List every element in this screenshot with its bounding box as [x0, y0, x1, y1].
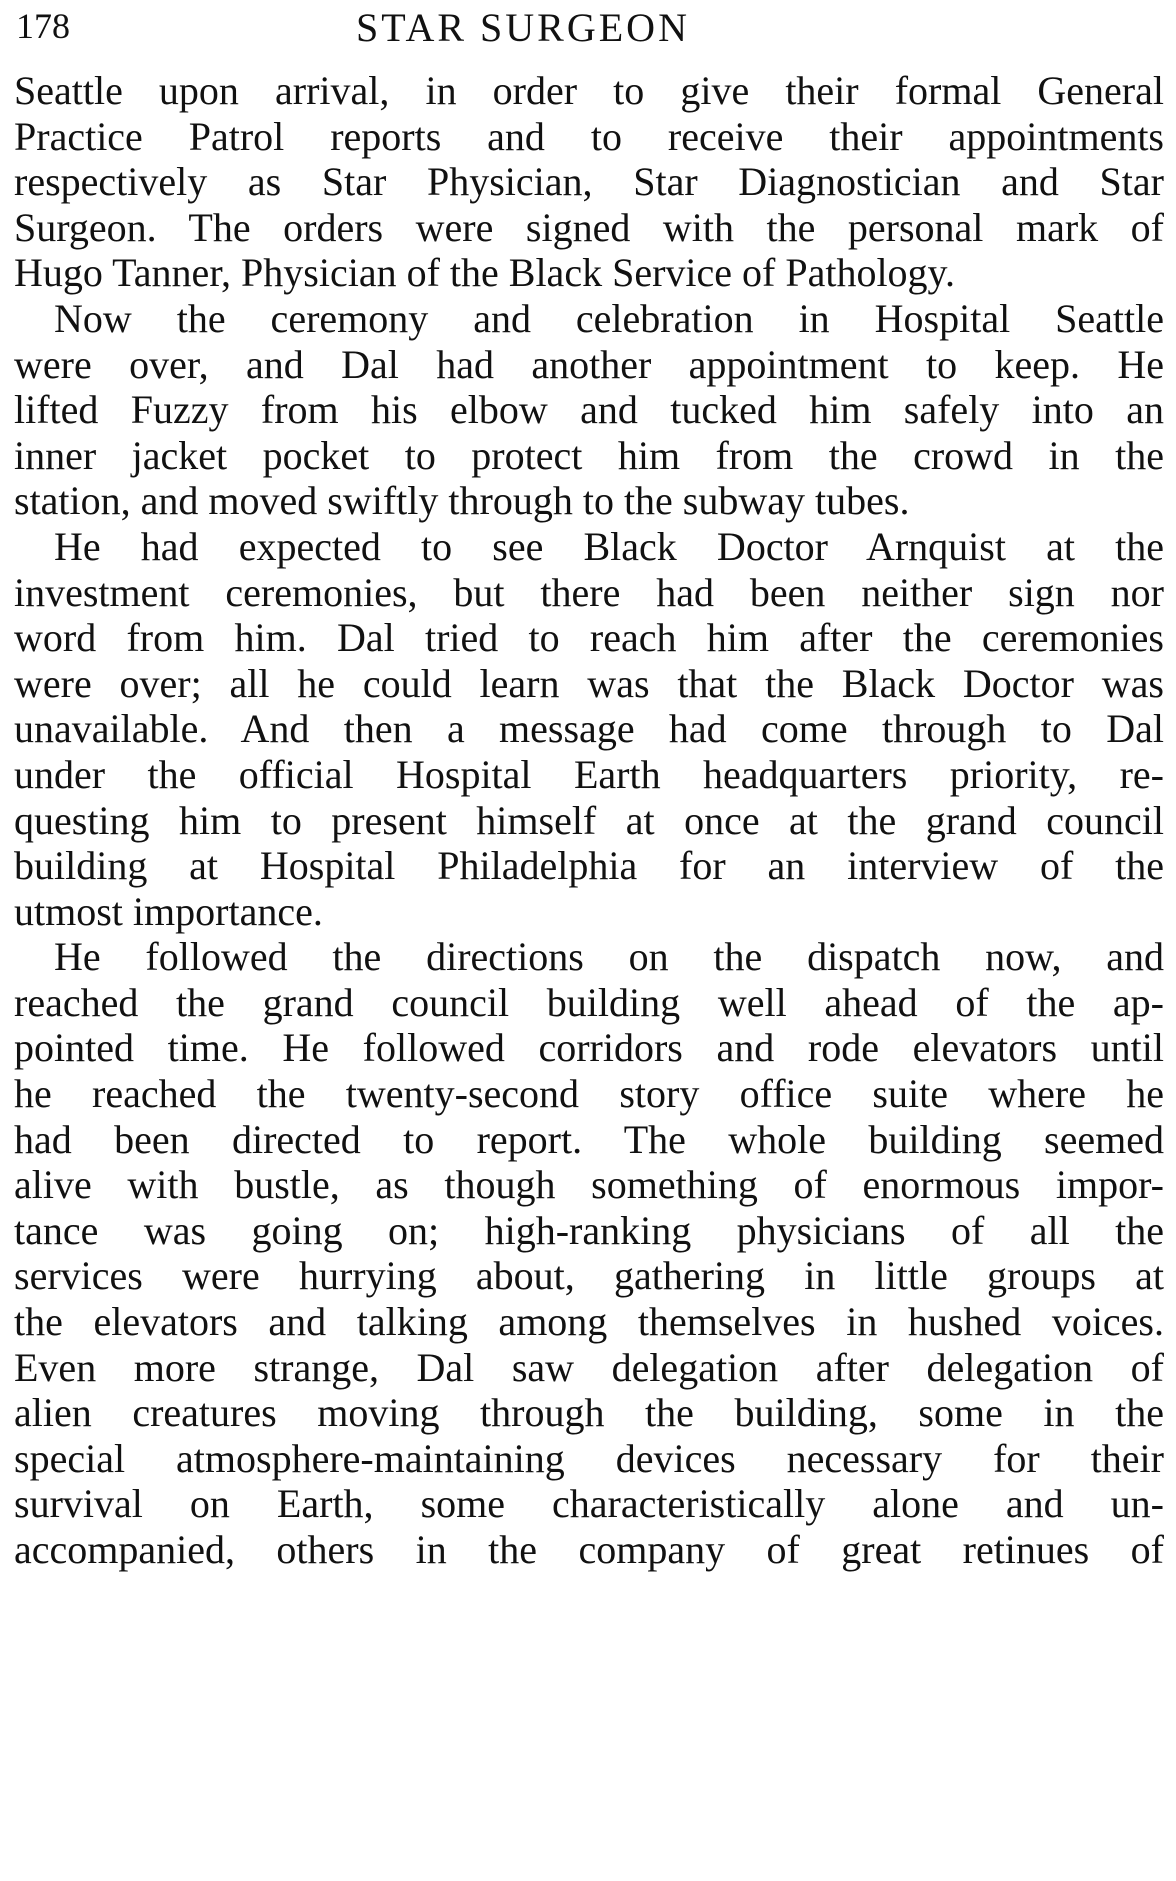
paragraph [14, 524, 1164, 934]
text-line: services were hurrying about, gathering in little groups at [14, 1253, 1164, 1299]
text-line: alien creatures moving through the building, some in the [14, 1390, 1164, 1436]
text-line: Seattle upon arrival, in order to give their formal General [14, 68, 1164, 113]
text-line: accompanied, others in the company of great retinues of [14, 1527, 1164, 1572]
text-line: Even more strange, Dal saw delegation after delegation of [14, 1344, 1164, 1390]
paragraph [14, 296, 1164, 524]
text-line: questing him to present himself at once at the grand council [14, 797, 1164, 843]
text-line: tance was going on; high-ranking physicians of all the [14, 1207, 1164, 1253]
text-line: lifted Fuzzy from his elbow and tucked him safely into an [14, 387, 1164, 433]
text-line: station, and moved swiftly through to the subway tubes. [14, 478, 910, 524]
text-line: special atmosphere-maintaining devices necessary for their [14, 1435, 1164, 1481]
paragraph [14, 68, 1164, 296]
text-line: inner jacket pocket to protect him from the crowd in the [14, 432, 1164, 478]
text-line: pointed time. He followed corridors and rode elevators until [14, 1025, 1164, 1071]
text-line: alive with bustle, as though something of enormous impor- [14, 1162, 1164, 1208]
text-line: He followed the directions on the dispatch now, and [54, 934, 1164, 980]
text-line: were over, and Dal had another appointment to keep. He [14, 341, 1164, 387]
text-line: utmost importance. [14, 888, 323, 934]
text-line: were over; all he could learn was that the Black Doctor was [14, 660, 1164, 706]
text-line: he reached the twenty-second story office suite where he [14, 1071, 1164, 1117]
text-line: reached the grand council building well ahead of the ap- [14, 979, 1164, 1025]
text-line: had been directed to report. The whole building seemed [14, 1116, 1164, 1162]
text-line: under the official Hospital Earth headquarters priority, re- [14, 751, 1164, 797]
page-number: 178 [16, 6, 70, 46]
running-title: STAR SURGEON [356, 5, 690, 50]
text-line: word from him. Dal tried to reach him after the ceremonies [14, 615, 1164, 661]
text-line: Practice Patrol reports and to receive their appointments [14, 113, 1164, 159]
text-line: unavailable. And then a message had come through to Dal [14, 706, 1164, 752]
text-line: respectively as Star Physician, Star Diagnostician and Star [14, 159, 1164, 205]
text-line: the elevators and talking among themselves in hushed voices. [14, 1299, 1164, 1345]
page-header [16, 4, 1166, 54]
body-text [14, 68, 1164, 1573]
text-line: Now the ceremony and celebration in Hospital Seattle [54, 295, 1164, 341]
paragraph [14, 934, 1164, 1572]
text-line: building at Hospital Philadelphia for an interview of the [14, 843, 1164, 889]
text-line: survival on Earth, some characteristically alone and un- [14, 1481, 1164, 1527]
text-line: He had expected to see Black Doctor Arnquist at the [54, 523, 1164, 569]
text-line: investment ceremonies, but there had been neither sign nor [14, 569, 1164, 615]
text-line: Hugo Tanner, Physician of the Black Service of Pathology. [14, 250, 955, 296]
text-line: Surgeon. The orders were signed with the personal mark of [14, 204, 1164, 250]
